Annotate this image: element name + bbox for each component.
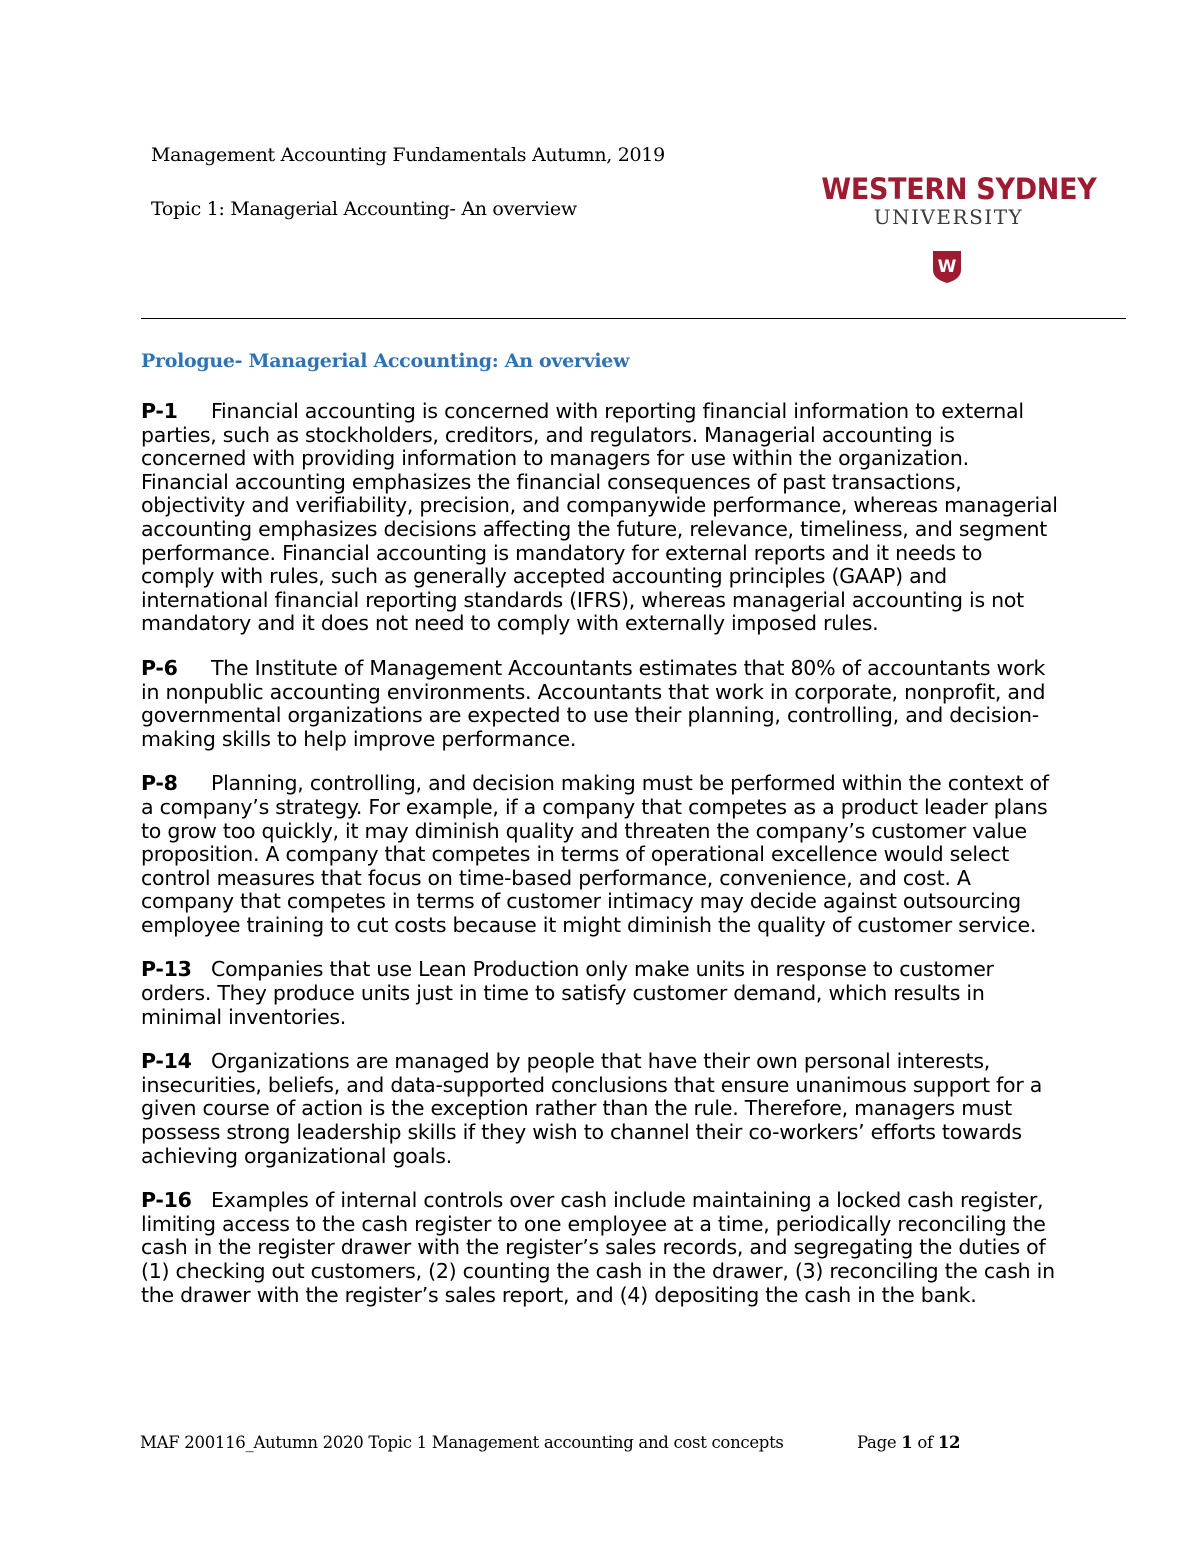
shield-letter: W <box>937 257 957 277</box>
paragraph-p16 <box>141 1189 1061 1307</box>
paragraph-label: P-14 <box>141 1049 192 1074</box>
footer-current-page: 1 <box>901 1433 913 1452</box>
paragraph-p14 <box>141 1050 1061 1168</box>
logo-line-university: UNIVERSITY <box>873 205 1024 229</box>
topic-title: Topic 1: Managerial Accounting- An overview <box>151 198 577 220</box>
document-body <box>141 400 1061 1328</box>
university-shield-icon <box>932 250 962 284</box>
paragraph-label: P-6 <box>141 655 178 680</box>
paragraph-p6 <box>141 657 1061 751</box>
paragraph-p1 <box>141 400 1061 636</box>
paragraph-text: Companies that use Lean Production only make units in response to customer orders. They produce units just in time to satisfy customer demand, which results in minimal inventories. <box>141 957 994 1029</box>
footer-page-label: Page <box>857 1433 897 1452</box>
paragraph-label: P-13 <box>141 957 192 982</box>
footer-of-label: of <box>917 1433 933 1452</box>
paragraph-text: Planning, controlling, and decision making must be performed within the context of a company’s strategy. For example, if a company that competes as a product leader plans to grow too quickly, it may diminish quality and threaten the company’s customer value proposition. A company that competes in terms of operational excellence would select control measures that focus on time-based performance, convenience, and cost. A company that competes in terms of customer intimacy may decide against outsourcing employee training to cut costs because it might diminish the quality of customer service. <box>141 771 1049 937</box>
logo-line-western-sydney: WESTERN SYDNEY <box>821 172 1097 206</box>
paragraph-label: P-8 <box>141 771 178 796</box>
paragraph-p13 <box>141 958 1061 1029</box>
paragraph-p8 <box>141 772 1061 937</box>
paragraph-text: Organizations are managed by people that have their own personal interests, insecurities, beliefs, and data-supported conclusions that ensure unanimous support for a given course of action is the exception rather than the rule. Therefore, managers must possess strong leadership skills if they wish to channel their co-workers’ efforts towards achieving organizational goals. <box>141 1049 1043 1168</box>
paragraph-label: P-16 <box>141 1188 192 1213</box>
footer-page-number <box>857 1433 960 1452</box>
paragraph-text: Financial accounting is concerned with reporting financial information to external parties, such as stockholders, creditors, and regulators. Managerial accounting is concerned with providing information to managers for use within the organization. Financial accounting emphasizes the financial consequences of past transactions, objectivity and verifiability, precision, and companywide performance, whereas managerial accounting emphasizes decisions affecting the future, relevance, timeliness, and segment performance. Financial accounting is mandatory for external reports and it needs to comply with rules, such as generally accepted accounting principles (GAAP) and international financial reporting standards (IFRS), whereas managerial accounting is not mandatory and it does not need to comply with externally imposed rules. <box>141 399 1058 636</box>
footer-total-pages: 12 <box>937 1433 961 1452</box>
paragraph-text: The Institute of Management Accountants estimates that 80% of accountants work in nonpublic accounting environments. Accountants that work in corporate, nonprofit, and governmental organizations are expected to use their planning, controlling, and decision-making skills to help improve performance. <box>141 655 1046 751</box>
university-logo <box>812 172 1097 229</box>
course-title: Management Accounting Fundamentals Autumn, 2019 <box>151 144 665 166</box>
section-heading: Prologue- Managerial Accounting: An overview <box>141 350 630 372</box>
paragraph-text: Examples of internal controls over cash include maintaining a locked cash register, limiting access to the cash register to one employee at a time, periodically reconciling the cash in the register drawer with the register’s sales records, and segregating the duties of (1) checking out customers, (2) counting the cash in the drawer, (3) reconciling the cash in the drawer with the register’s sales report, and (4) depositing the cash in the bank. <box>141 1188 1055 1307</box>
footer-left: MAF 200116_Autumn 2020 Topic 1 Management accounting and cost concepts <box>140 1433 784 1452</box>
paragraph-label: P-1 <box>141 399 178 423</box>
header-divider <box>141 318 1126 319</box>
